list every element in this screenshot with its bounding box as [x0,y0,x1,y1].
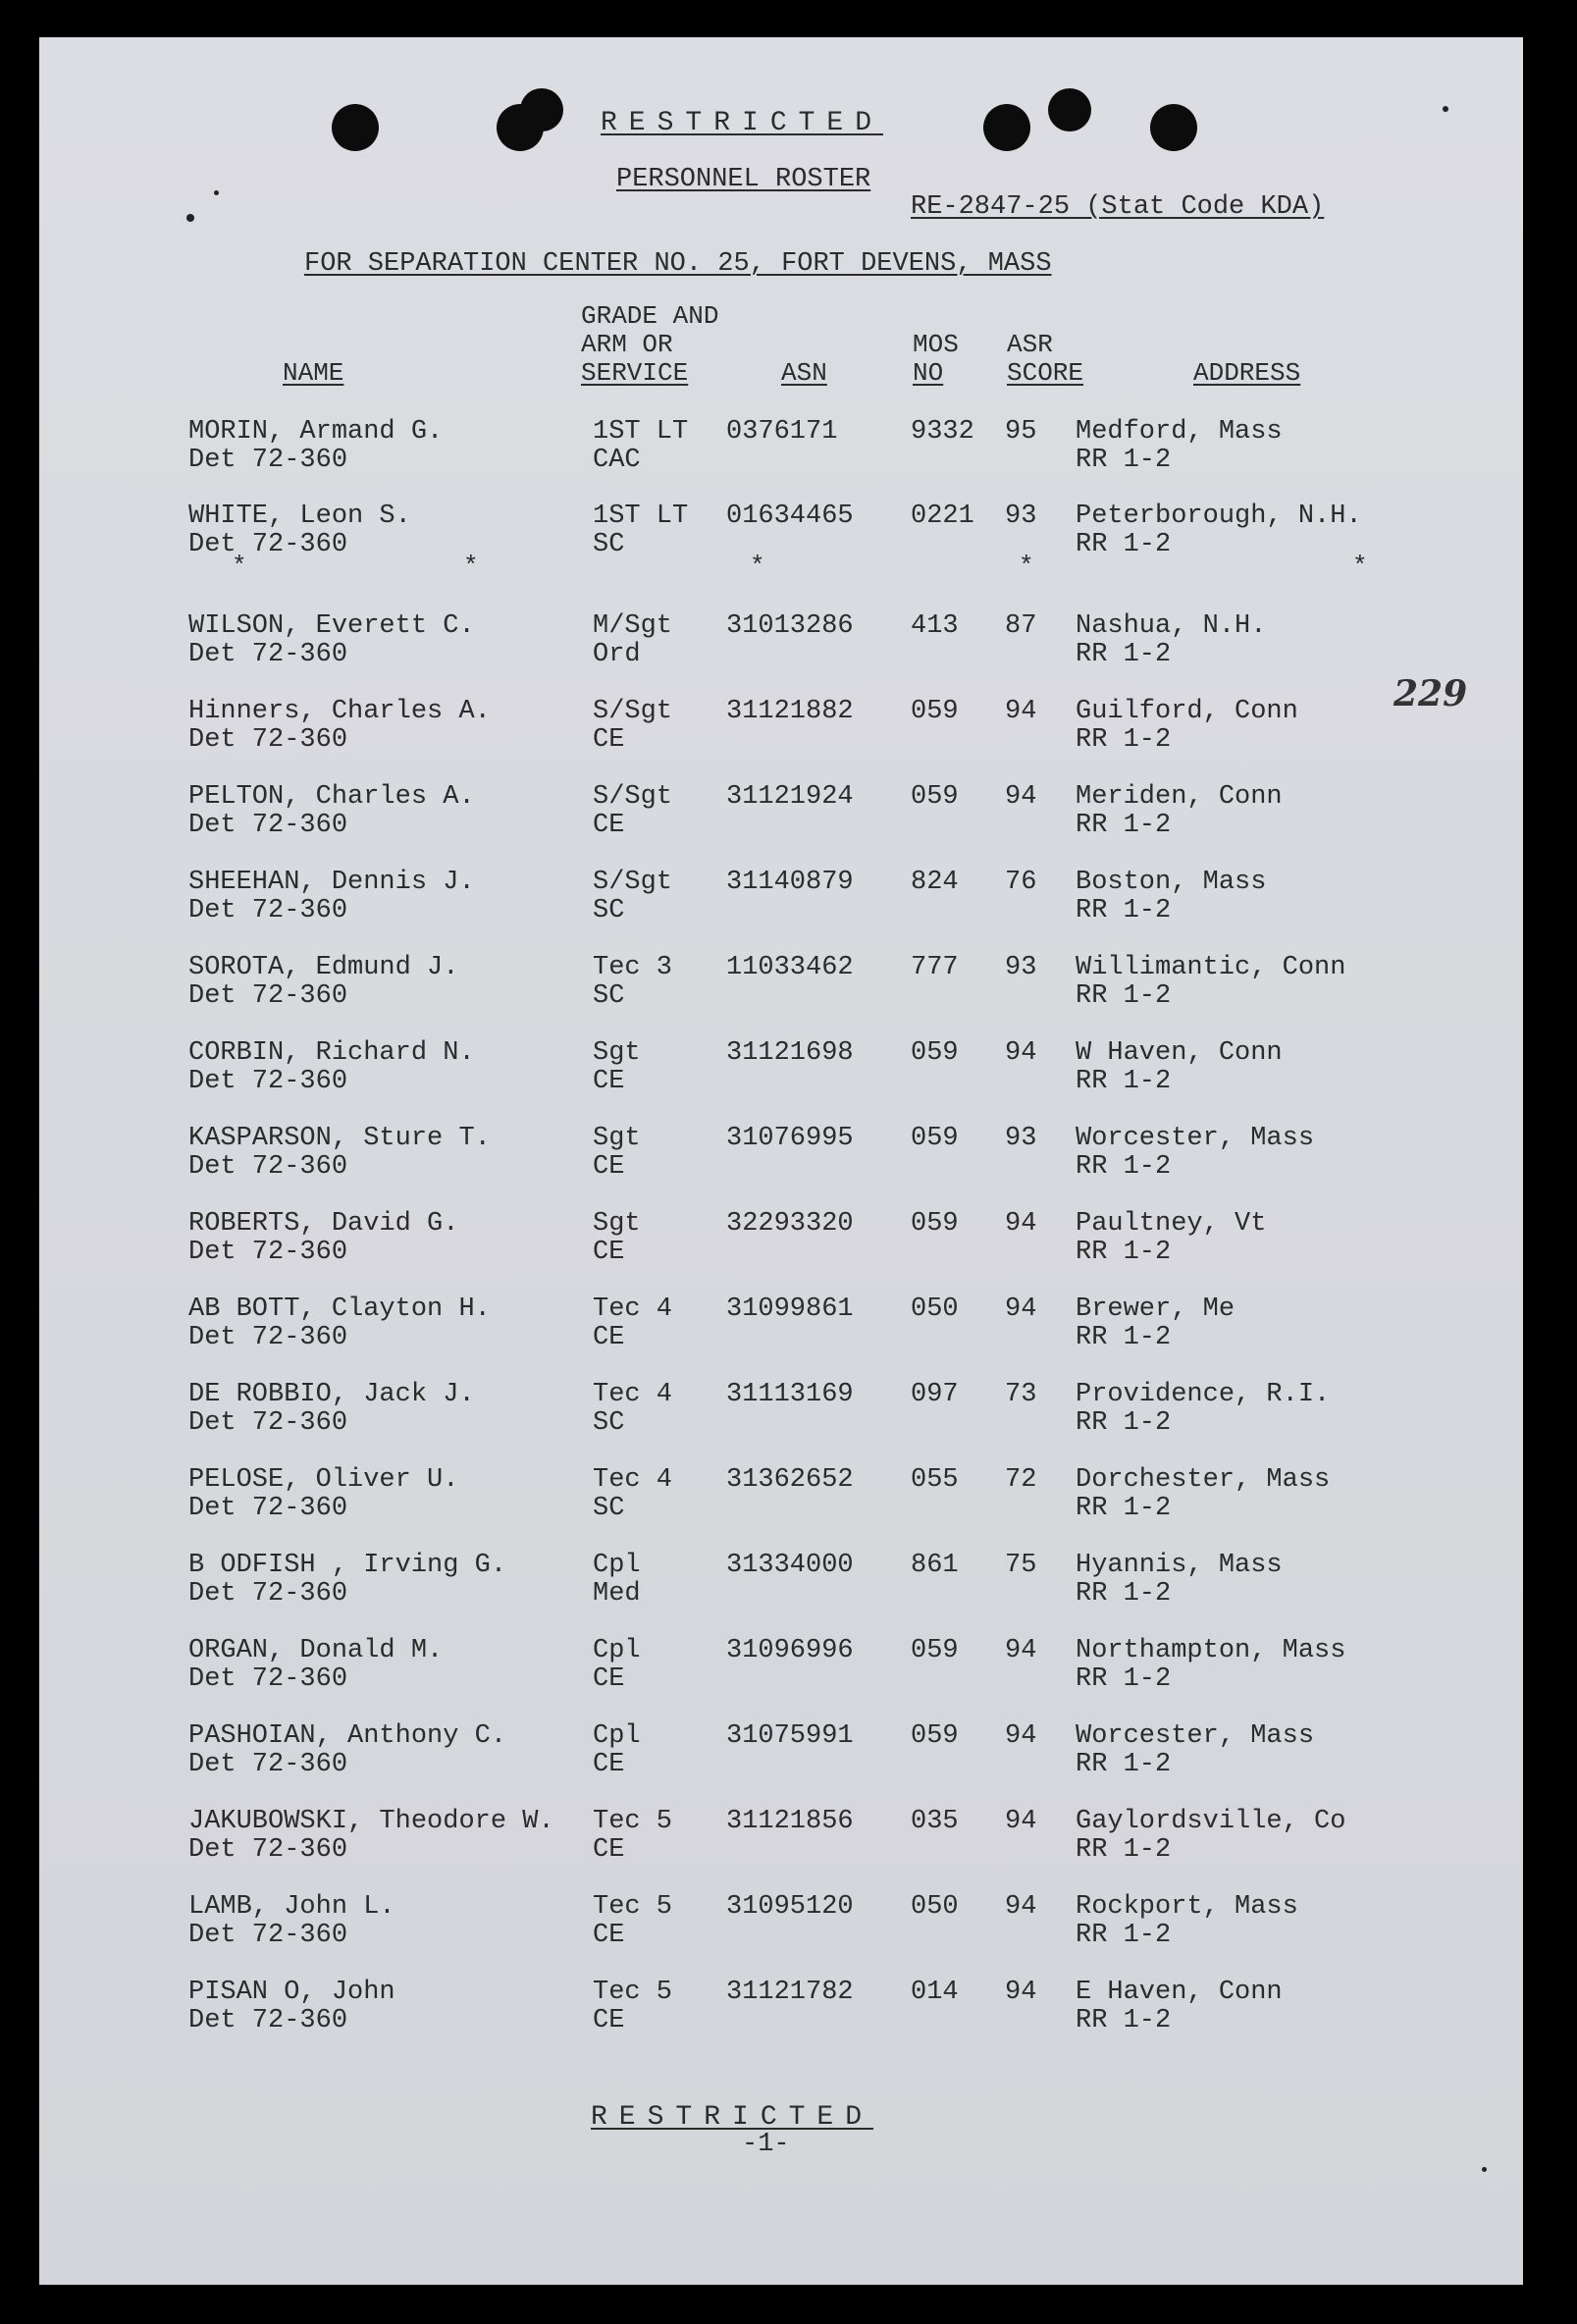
person-unit: Det 72-360 [188,1579,348,1609]
person-arm-service: Med [593,1579,641,1609]
margin-page-number: 229 [1393,673,1468,714]
person-mos: 035 [911,1807,959,1836]
person-asr-score: 93 [1005,953,1037,982]
column-header-grade-line1: GRADE AND [581,301,719,331]
person-rr: RR 1-2 [1076,1835,1172,1865]
person-asn: 31121698 [726,1038,854,1068]
person-mos: 059 [911,1721,959,1751]
person-name: PELTON, Charles A. [188,782,475,812]
punch-hole [983,104,1030,151]
person-grade: 1ST LT [593,417,689,447]
person-address: Peterborough, N.H. [1076,502,1362,531]
person-asr-score: 75 [1005,1551,1037,1580]
person-address: Boston, Mass [1076,868,1267,897]
person-asr-score: 94 [1005,1721,1037,1751]
person-grade: 1ST LT [593,502,689,531]
person-rr: RR 1-2 [1076,1921,1172,1950]
person-mos: 055 [911,1465,959,1495]
person-asn: 11033462 [726,953,854,982]
person-unit: Det 72-360 [188,1750,348,1779]
person-rr: RR 1-2 [1076,725,1172,755]
person-mos: 413 [911,611,959,641]
separator-star: * [1352,552,1368,581]
person-asr-score: 94 [1005,1636,1037,1665]
person-mos: 050 [911,1892,959,1922]
person-grade: Sgt [593,1209,641,1239]
person-unit: Det 72-360 [188,446,348,475]
person-arm-service: CE [593,1238,625,1267]
person-asn: 31095120 [726,1892,854,1922]
person-unit: Det 72-360 [188,1152,348,1182]
person-unit: Det 72-360 [188,1835,348,1865]
person-rr: RR 1-2 [1076,530,1172,559]
person-grade: Cpl [593,1721,641,1751]
table-row [39,954,1523,1013]
table-row [39,1808,1523,1867]
person-grade: Tec 3 [593,953,673,982]
person-address: Rockport, Mass [1076,1892,1298,1922]
person-grade: Tec 5 [593,1807,673,1836]
person-grade: Sgt [593,1038,641,1068]
person-asn: 31334000 [726,1551,854,1580]
person-grade: Tec 4 [593,1294,673,1324]
paper-speck [1482,2167,1487,2172]
person-rr: RR 1-2 [1076,2006,1172,2035]
person-mos: 059 [911,782,959,812]
table-row [39,1125,1523,1184]
person-name: Hinners, Charles A. [188,697,491,726]
person-unit: Det 72-360 [188,1921,348,1950]
person-mos: 097 [911,1380,959,1409]
person-address: Brewer, Me [1076,1294,1235,1324]
table-row [39,418,1523,477]
person-grade: Tec 4 [593,1380,673,1409]
person-asn: 31099861 [726,1294,854,1324]
table-row [39,698,1523,757]
paper-speck [1443,106,1448,112]
person-rr: RR 1-2 [1076,1579,1172,1609]
person-mos: 777 [911,953,959,982]
person-asn: 31140879 [726,868,854,897]
person-mos: 059 [911,697,959,726]
person-asr-score: 76 [1005,868,1037,897]
person-asn: 31013286 [726,611,854,641]
person-asr-score: 73 [1005,1380,1037,1409]
person-mos: 050 [911,1294,959,1324]
person-name: AB BOTT, Clayton H. [188,1294,491,1324]
person-asr-score: 93 [1005,1124,1037,1153]
table-row [39,869,1523,927]
person-address: Guilford, Conn [1076,697,1298,726]
person-address: Medford, Mass [1076,417,1283,447]
document-page [39,37,1523,2285]
person-unit: Det 72-360 [188,896,348,925]
person-address: Willimantic, Conn [1076,953,1346,982]
column-header-grade-line3: SERVICE [581,358,689,388]
person-arm-service: CE [593,1921,625,1950]
table-row [39,1893,1523,1952]
person-unit: Det 72-360 [188,1323,348,1352]
person-address: Northampton, Mass [1076,1636,1346,1665]
person-grade: Sgt [593,1124,641,1153]
person-arm-service: SC [593,981,625,1011]
paper-speck [214,190,219,195]
person-unit: Det 72-360 [188,1238,348,1267]
person-rr: RR 1-2 [1076,640,1172,669]
person-arm-service: SC [593,896,625,925]
person-rr: RR 1-2 [1076,981,1172,1011]
separator-star: * [463,552,479,581]
person-arm-service: CAC [593,446,641,475]
roster-title: PERSONNEL ROSTER [616,165,871,194]
person-asn: 31113169 [726,1380,854,1409]
person-asn: 32293320 [726,1209,854,1239]
table-row [39,1979,1523,2037]
person-unit: Det 72-360 [188,1067,348,1096]
person-mos: 9332 [911,417,974,447]
column-header-mos-line2: NO [913,358,944,388]
person-address: Meriden, Conn [1076,782,1283,812]
person-asn: 31121782 [726,1978,854,2007]
person-asr-score: 94 [1005,1038,1037,1068]
person-arm-service: SC [593,530,625,559]
table-row [39,1722,1523,1781]
person-asr-score: 94 [1005,1978,1037,2007]
person-asr-score: 94 [1005,1807,1037,1836]
person-address: Worcester, Mass [1076,1124,1315,1153]
person-arm-service: CE [593,1323,625,1352]
person-address: Hyannis, Mass [1076,1551,1283,1580]
person-grade: Tec 4 [593,1465,673,1495]
person-rr: RR 1-2 [1076,1664,1172,1694]
person-name: JAKUBOWSKI, Theodore W. [188,1807,554,1836]
separator-star: * [750,552,765,581]
person-mos: 059 [911,1124,959,1153]
person-asr-score: 94 [1005,1294,1037,1324]
person-arm-service: CE [593,2006,625,2035]
person-asr-score: 72 [1005,1465,1037,1495]
separator-star: * [1019,552,1034,581]
classification-top: RESTRICTED [601,108,884,138]
person-name: LAMB, John L. [188,1892,395,1922]
person-name: ORGAN, Donald M. [188,1636,444,1665]
person-unit: Det 72-360 [188,1408,348,1438]
person-grade: M/Sgt [593,611,673,641]
table-row [39,1466,1523,1525]
person-rr: RR 1-2 [1076,1238,1172,1267]
person-unit: Det 72-360 [188,981,348,1011]
person-asr-score: 95 [1005,417,1037,447]
person-unit: Det 72-360 [188,725,348,755]
person-address: Gaylordsville, Co [1076,1807,1346,1836]
person-grade: S/Sgt [593,868,673,897]
person-rr: RR 1-2 [1076,1750,1172,1779]
person-arm-service: SC [593,1408,625,1438]
person-asn: 31121924 [726,782,854,812]
table-row [39,1381,1523,1440]
person-address: E Haven, Conn [1076,1978,1283,2007]
person-name: DE ROBBIO, Jack J. [188,1380,475,1409]
person-address: Paultney, Vt [1076,1209,1267,1239]
person-asn: 31362652 [726,1465,854,1495]
person-mos: 014 [911,1978,959,2007]
person-unit: Det 72-360 [188,811,348,840]
reference-code: RE-2847-25 (Stat Code KDA) [911,192,1325,222]
person-name: ROBERTS, David G. [188,1209,459,1239]
person-mos: 059 [911,1209,959,1239]
person-asr-score: 94 [1005,1892,1037,1922]
person-asr-score: 94 [1005,782,1037,812]
person-name: WILSON, Everett C. [188,611,475,641]
person-grade: Cpl [593,1551,641,1580]
person-name: CORBIN, Richard N. [188,1038,475,1068]
person-grade: S/Sgt [593,697,673,726]
person-arm-service: SC [593,1494,625,1523]
person-asn: 31096996 [726,1636,854,1665]
separator-star: * [232,552,247,581]
person-grade: Cpl [593,1636,641,1665]
person-rr: RR 1-2 [1076,446,1172,475]
column-header-asn: ASN [781,358,827,388]
paper-speck [186,214,194,222]
person-grade: Tec 5 [593,1978,673,2007]
person-unit: Det 72-360 [188,530,348,559]
table-row [39,1295,1523,1354]
person-grade: S/Sgt [593,782,673,812]
column-header-asr-line1: ASR [1007,330,1053,359]
person-arm-service: CE [593,1152,625,1182]
person-address: Dorchester, Mass [1076,1465,1331,1495]
person-name: MORIN, Armand G. [188,417,444,447]
person-mos: 861 [911,1551,959,1580]
classification-bottom: RESTRICTED [591,2102,874,2133]
table-row [39,1552,1523,1611]
person-asn: 31121856 [726,1807,854,1836]
person-arm-service: CE [593,1835,625,1865]
person-asr-score: 94 [1005,697,1037,726]
person-name: SOROTA, Edmund J. [188,953,459,982]
table-row [39,502,1523,561]
person-rr: RR 1-2 [1076,1152,1172,1182]
person-asr-score: 94 [1005,1209,1037,1239]
table-row [39,612,1523,671]
punch-hole [1048,88,1091,132]
person-mos: 824 [911,868,959,897]
punch-hole [332,104,379,151]
person-name: PELOSE, Oliver U. [188,1465,459,1495]
person-unit: Det 72-360 [188,640,348,669]
person-address: Worcester, Mass [1076,1721,1315,1751]
person-asn: 31076995 [726,1124,854,1153]
person-name: B ODFISH , Irving G. [188,1551,507,1580]
person-arm-service: CE [593,811,625,840]
person-mos: 0221 [911,502,974,531]
column-header-mos-line1: MOS [913,330,959,359]
person-asn: 0376171 [726,417,838,447]
page-number: -1- [742,2130,790,2159]
person-grade: Tec 5 [593,1892,673,1922]
table-row [39,1210,1523,1269]
person-rr: RR 1-2 [1076,811,1172,840]
person-asr-score: 93 [1005,502,1037,531]
punch-hole [520,88,563,132]
table-row [39,783,1523,842]
person-rr: RR 1-2 [1076,1494,1172,1523]
person-address: W Haven, Conn [1076,1038,1283,1068]
person-mos: 059 [911,1636,959,1665]
person-rr: RR 1-2 [1076,1323,1172,1352]
person-name: KASPARSON, Sture T. [188,1124,491,1153]
person-name: PASHOIAN, Anthony C. [188,1721,507,1751]
column-header-asr-line2: SCORE [1007,358,1084,388]
person-address: Providence, R.I. [1076,1380,1331,1409]
person-arm-service: Ord [593,640,641,669]
person-unit: Det 72-360 [188,2006,348,2035]
column-header-address: ADDRESS [1193,358,1301,388]
person-asn: 31121882 [726,697,854,726]
person-asn: 01634465 [726,502,854,531]
person-address: Nashua, N.H. [1076,611,1267,641]
column-header-grade-line2: ARM OR [581,330,673,359]
person-rr: RR 1-2 [1076,896,1172,925]
person-rr: RR 1-2 [1076,1408,1172,1438]
person-asr-score: 87 [1005,611,1037,641]
person-name: WHITE, Leon S. [188,502,411,531]
roster-subtitle: FOR SEPARATION CENTER NO. 25, FORT DEVENS, MASS [304,249,1052,279]
person-arm-service: CE [593,1664,625,1694]
table-row [39,1039,1523,1098]
person-arm-service: CE [593,725,625,755]
person-name: SHEEHAN, Dennis J. [188,868,475,897]
person-name: PISAN O, John [188,1978,395,2007]
person-rr: RR 1-2 [1076,1067,1172,1096]
person-asn: 31075991 [726,1721,854,1751]
person-arm-service: CE [593,1750,625,1779]
person-mos: 059 [911,1038,959,1068]
person-unit: Det 72-360 [188,1494,348,1523]
person-arm-service: CE [593,1067,625,1096]
person-unit: Det 72-360 [188,1664,348,1694]
table-row [39,1637,1523,1696]
column-header-name: NAME [283,358,344,388]
punch-hole [1150,104,1197,151]
